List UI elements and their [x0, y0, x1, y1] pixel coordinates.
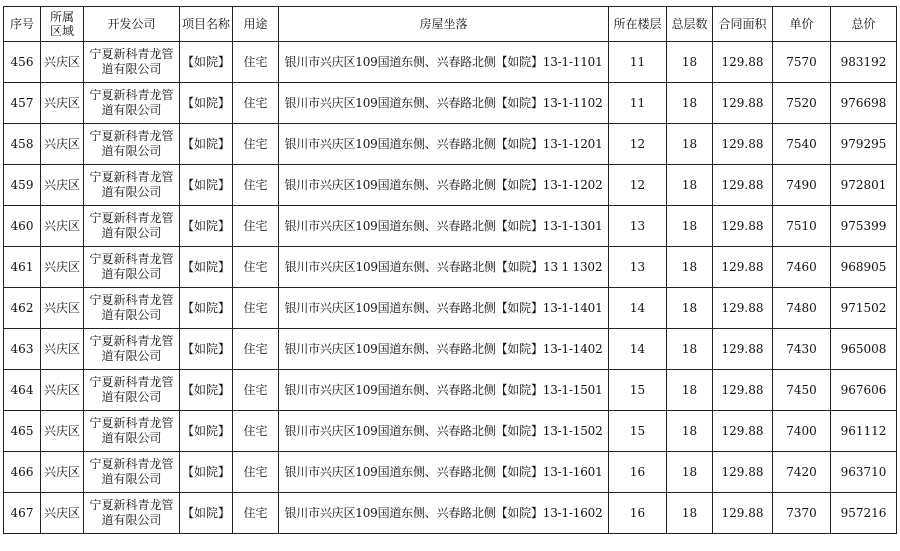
table-row	[4, 452, 897, 493]
cell-floor: 14	[609, 288, 667, 329]
cell-project: 【如院】	[180, 165, 233, 206]
cell-district: 兴庆区	[41, 247, 84, 288]
cell-location: 银川市兴庆区109国道东侧、兴春路北侧【如院】13-1-1102	[279, 83, 609, 124]
cell-district: 兴庆区	[41, 83, 84, 124]
cell-total-price: 976698	[831, 83, 897, 124]
cell-developer-line2: 道有限公司	[101, 267, 162, 281]
cell-total-floors: 18	[667, 329, 713, 370]
header-project: 项目名称	[180, 7, 233, 42]
cell-developer	[84, 329, 180, 370]
cell-total-floors: 18	[667, 83, 713, 124]
cell-unit-price: 7510	[773, 206, 831, 247]
cell-total-price: 957216	[831, 493, 897, 534]
cell-area: 129.88	[713, 329, 773, 370]
cell-district: 兴庆区	[41, 42, 84, 83]
cell-project: 【如院】	[180, 124, 233, 165]
cell-project: 【如院】	[180, 452, 233, 493]
table-row	[4, 493, 897, 534]
cell-developer-line1: 宁夏新科青龙管	[89, 252, 174, 266]
cell-district: 兴庆区	[41, 452, 84, 493]
cell-unit-price: 7570	[773, 42, 831, 83]
cell-district: 兴庆区	[41, 370, 84, 411]
cell-district: 兴庆区	[41, 288, 84, 329]
cell-district: 兴庆区	[41, 411, 84, 452]
cell-developer-line1: 宁夏新科青龙管	[89, 416, 174, 430]
cell-seq: 457	[4, 83, 41, 124]
cell-location: 银川市兴庆区109国道东侧、兴春路北侧【如院】13-1-1402	[279, 329, 609, 370]
cell-floor: 16	[609, 493, 667, 534]
cell-area: 129.88	[713, 42, 773, 83]
cell-usage: 住宅	[233, 370, 279, 411]
cell-developer	[84, 124, 180, 165]
cell-developer-line1: 宁夏新科青龙管	[89, 211, 174, 225]
header-floor: 所在楼层	[609, 7, 667, 42]
cell-total-floors: 18	[667, 165, 713, 206]
table-row	[4, 411, 897, 452]
header-total-price: 总价	[831, 7, 897, 42]
cell-usage: 住宅	[233, 452, 279, 493]
cell-total-price: 972801	[831, 165, 897, 206]
cell-usage: 住宅	[233, 83, 279, 124]
cell-developer	[84, 247, 180, 288]
cell-total-floors: 18	[667, 288, 713, 329]
cell-developer-line2: 道有限公司	[101, 390, 162, 404]
table-row	[4, 165, 897, 206]
cell-usage: 住宅	[233, 124, 279, 165]
cell-floor: 15	[609, 370, 667, 411]
table-row	[4, 370, 897, 411]
header-district-line2: 区域	[49, 24, 74, 38]
cell-developer-line2: 道有限公司	[101, 513, 162, 527]
header-row	[4, 7, 897, 42]
cell-developer-line2: 道有限公司	[101, 431, 162, 445]
cell-developer-line1: 宁夏新科青龙管	[89, 170, 174, 184]
cell-area: 129.88	[713, 124, 773, 165]
table-row	[4, 206, 897, 247]
cell-total-price: 967606	[831, 370, 897, 411]
cell-seq: 456	[4, 42, 41, 83]
cell-floor: 13	[609, 247, 667, 288]
cell-usage: 住宅	[233, 288, 279, 329]
cell-total-price: 965008	[831, 329, 897, 370]
cell-usage: 住宅	[233, 493, 279, 534]
cell-developer-line2: 道有限公司	[101, 226, 162, 240]
cell-developer	[84, 83, 180, 124]
cell-unit-price: 7450	[773, 370, 831, 411]
cell-area: 129.88	[713, 247, 773, 288]
cell-developer	[84, 42, 180, 83]
cell-developer	[84, 370, 180, 411]
header-seq: 序号	[4, 7, 41, 42]
cell-developer	[84, 288, 180, 329]
header-district	[41, 7, 84, 42]
cell-area: 129.88	[713, 493, 773, 534]
cell-developer	[84, 452, 180, 493]
cell-usage: 住宅	[233, 247, 279, 288]
cell-unit-price: 7420	[773, 452, 831, 493]
cell-developer-line1: 宁夏新科青龙管	[89, 498, 174, 512]
cell-district: 兴庆区	[41, 206, 84, 247]
cell-total-price: 961112	[831, 411, 897, 452]
cell-floor: 12	[609, 124, 667, 165]
cell-floor: 15	[609, 411, 667, 452]
cell-district: 兴庆区	[41, 124, 84, 165]
cell-area: 129.88	[713, 370, 773, 411]
cell-floor: 16	[609, 452, 667, 493]
cell-developer-line1: 宁夏新科青龙管	[89, 293, 174, 307]
cell-unit-price: 7430	[773, 329, 831, 370]
cell-developer-line2: 道有限公司	[101, 308, 162, 322]
header-district-line1: 所属	[49, 9, 74, 24]
cell-total-floors: 18	[667, 124, 713, 165]
cell-developer-line2: 道有限公司	[101, 62, 162, 76]
cell-area: 129.88	[713, 206, 773, 247]
cell-unit-price: 7520	[773, 83, 831, 124]
table-row	[4, 42, 897, 83]
cell-location: 银川市兴庆区109国道东侧、兴春路北侧【如院】13-1-1101	[279, 42, 609, 83]
cell-total-price: 968905	[831, 247, 897, 288]
cell-seq: 458	[4, 124, 41, 165]
cell-unit-price: 7460	[773, 247, 831, 288]
cell-total-floors: 18	[667, 247, 713, 288]
cell-seq: 465	[4, 411, 41, 452]
cell-floor: 12	[609, 165, 667, 206]
cell-total-price: 979295	[831, 124, 897, 165]
cell-total-floors: 18	[667, 42, 713, 83]
cell-project: 【如院】	[180, 247, 233, 288]
cell-total-floors: 18	[667, 411, 713, 452]
cell-area: 129.88	[713, 288, 773, 329]
cell-project: 【如院】	[180, 83, 233, 124]
cell-district: 兴庆区	[41, 329, 84, 370]
cell-location: 银川市兴庆区109国道东侧、兴春路北侧【如院】13-1-1301	[279, 206, 609, 247]
table-row	[4, 329, 897, 370]
cell-project: 【如院】	[180, 206, 233, 247]
cell-total-floors: 18	[667, 493, 713, 534]
cell-seq: 461	[4, 247, 41, 288]
cell-developer	[84, 165, 180, 206]
cell-developer-line1: 宁夏新科青龙管	[89, 334, 174, 348]
header-total-floors: 总层数	[667, 7, 713, 42]
cell-project: 【如院】	[180, 411, 233, 452]
cell-usage: 住宅	[233, 206, 279, 247]
cell-usage: 住宅	[233, 329, 279, 370]
cell-total-price: 971502	[831, 288, 897, 329]
cell-developer-line2: 道有限公司	[101, 103, 162, 117]
cell-floor: 11	[609, 83, 667, 124]
cell-project: 【如院】	[180, 493, 233, 534]
cell-area: 129.88	[713, 452, 773, 493]
cell-seq: 460	[4, 206, 41, 247]
cell-total-floors: 18	[667, 206, 713, 247]
cell-project: 【如院】	[180, 42, 233, 83]
cell-total-floors: 18	[667, 452, 713, 493]
cell-total-price: 983192	[831, 42, 897, 83]
cell-developer-line2: 道有限公司	[101, 349, 162, 363]
cell-seq: 462	[4, 288, 41, 329]
cell-unit-price: 7480	[773, 288, 831, 329]
header-location: 房屋坐落	[279, 7, 609, 42]
cell-seq: 467	[4, 493, 41, 534]
housing-price-table	[3, 6, 897, 534]
header-developer: 开发公司	[84, 7, 180, 42]
cell-developer	[84, 206, 180, 247]
cell-location: 银川市兴庆区109国道东侧、兴春路北侧【如院】13-1-1202	[279, 165, 609, 206]
cell-area: 129.88	[713, 83, 773, 124]
cell-floor: 13	[609, 206, 667, 247]
cell-total-price: 963710	[831, 452, 897, 493]
header-area: 合同面积	[713, 7, 773, 42]
cell-area: 129.88	[713, 411, 773, 452]
cell-developer-line1: 宁夏新科青龙管	[89, 129, 174, 143]
table-row	[4, 124, 897, 165]
cell-location: 银川市兴庆区109国道东侧、兴春路北侧【如院】13-1-1601	[279, 452, 609, 493]
cell-usage: 住宅	[233, 411, 279, 452]
cell-developer-line1: 宁夏新科青龙管	[89, 375, 174, 389]
cell-seq: 463	[4, 329, 41, 370]
cell-developer	[84, 411, 180, 452]
cell-unit-price: 7490	[773, 165, 831, 206]
cell-developer-line1: 宁夏新科青龙管	[89, 457, 174, 471]
cell-developer-line2: 道有限公司	[101, 472, 162, 486]
cell-seq: 466	[4, 452, 41, 493]
cell-developer-line2: 道有限公司	[101, 185, 162, 199]
cell-project: 【如院】	[180, 288, 233, 329]
cell-floor: 11	[609, 42, 667, 83]
cell-seq: 464	[4, 370, 41, 411]
cell-district: 兴庆区	[41, 165, 84, 206]
cell-developer	[84, 493, 180, 534]
cell-project: 【如院】	[180, 329, 233, 370]
cell-district: 兴庆区	[41, 493, 84, 534]
cell-location: 银川市兴庆区109国道东侧、兴春路北侧【如院】13-1-1502	[279, 411, 609, 452]
cell-developer-line1: 宁夏新科青龙管	[89, 47, 174, 61]
cell-unit-price: 7400	[773, 411, 831, 452]
cell-total-price: 975399	[831, 206, 897, 247]
cell-total-floors: 18	[667, 370, 713, 411]
cell-unit-price: 7540	[773, 124, 831, 165]
cell-location: 银川市兴庆区109国道东侧、兴春路北侧【如院】13-1-1201	[279, 124, 609, 165]
cell-unit-price: 7370	[773, 493, 831, 534]
cell-seq: 459	[4, 165, 41, 206]
table-row	[4, 288, 897, 329]
cell-location: 银川市兴庆区109国道东侧、兴春路北侧【如院】13 1 1302	[279, 247, 609, 288]
header-usage: 用途	[233, 7, 279, 42]
cell-usage: 住宅	[233, 42, 279, 83]
table-row	[4, 83, 897, 124]
cell-developer-line2: 道有限公司	[101, 144, 162, 158]
cell-project: 【如院】	[180, 370, 233, 411]
table-row	[4, 247, 897, 288]
cell-location: 银川市兴庆区109国道东侧、兴春路北侧【如院】13-1-1501	[279, 370, 609, 411]
cell-area: 129.88	[713, 165, 773, 206]
cell-floor: 14	[609, 329, 667, 370]
cell-developer-line1: 宁夏新科青龙管	[89, 88, 174, 102]
cell-location: 银川市兴庆区109国道东侧、兴春路北侧【如院】13-1-1602	[279, 493, 609, 534]
header-unit-price: 单价	[773, 7, 831, 42]
cell-location: 银川市兴庆区109国道东侧、兴春路北侧【如院】13-1-1401	[279, 288, 609, 329]
cell-usage: 住宅	[233, 165, 279, 206]
